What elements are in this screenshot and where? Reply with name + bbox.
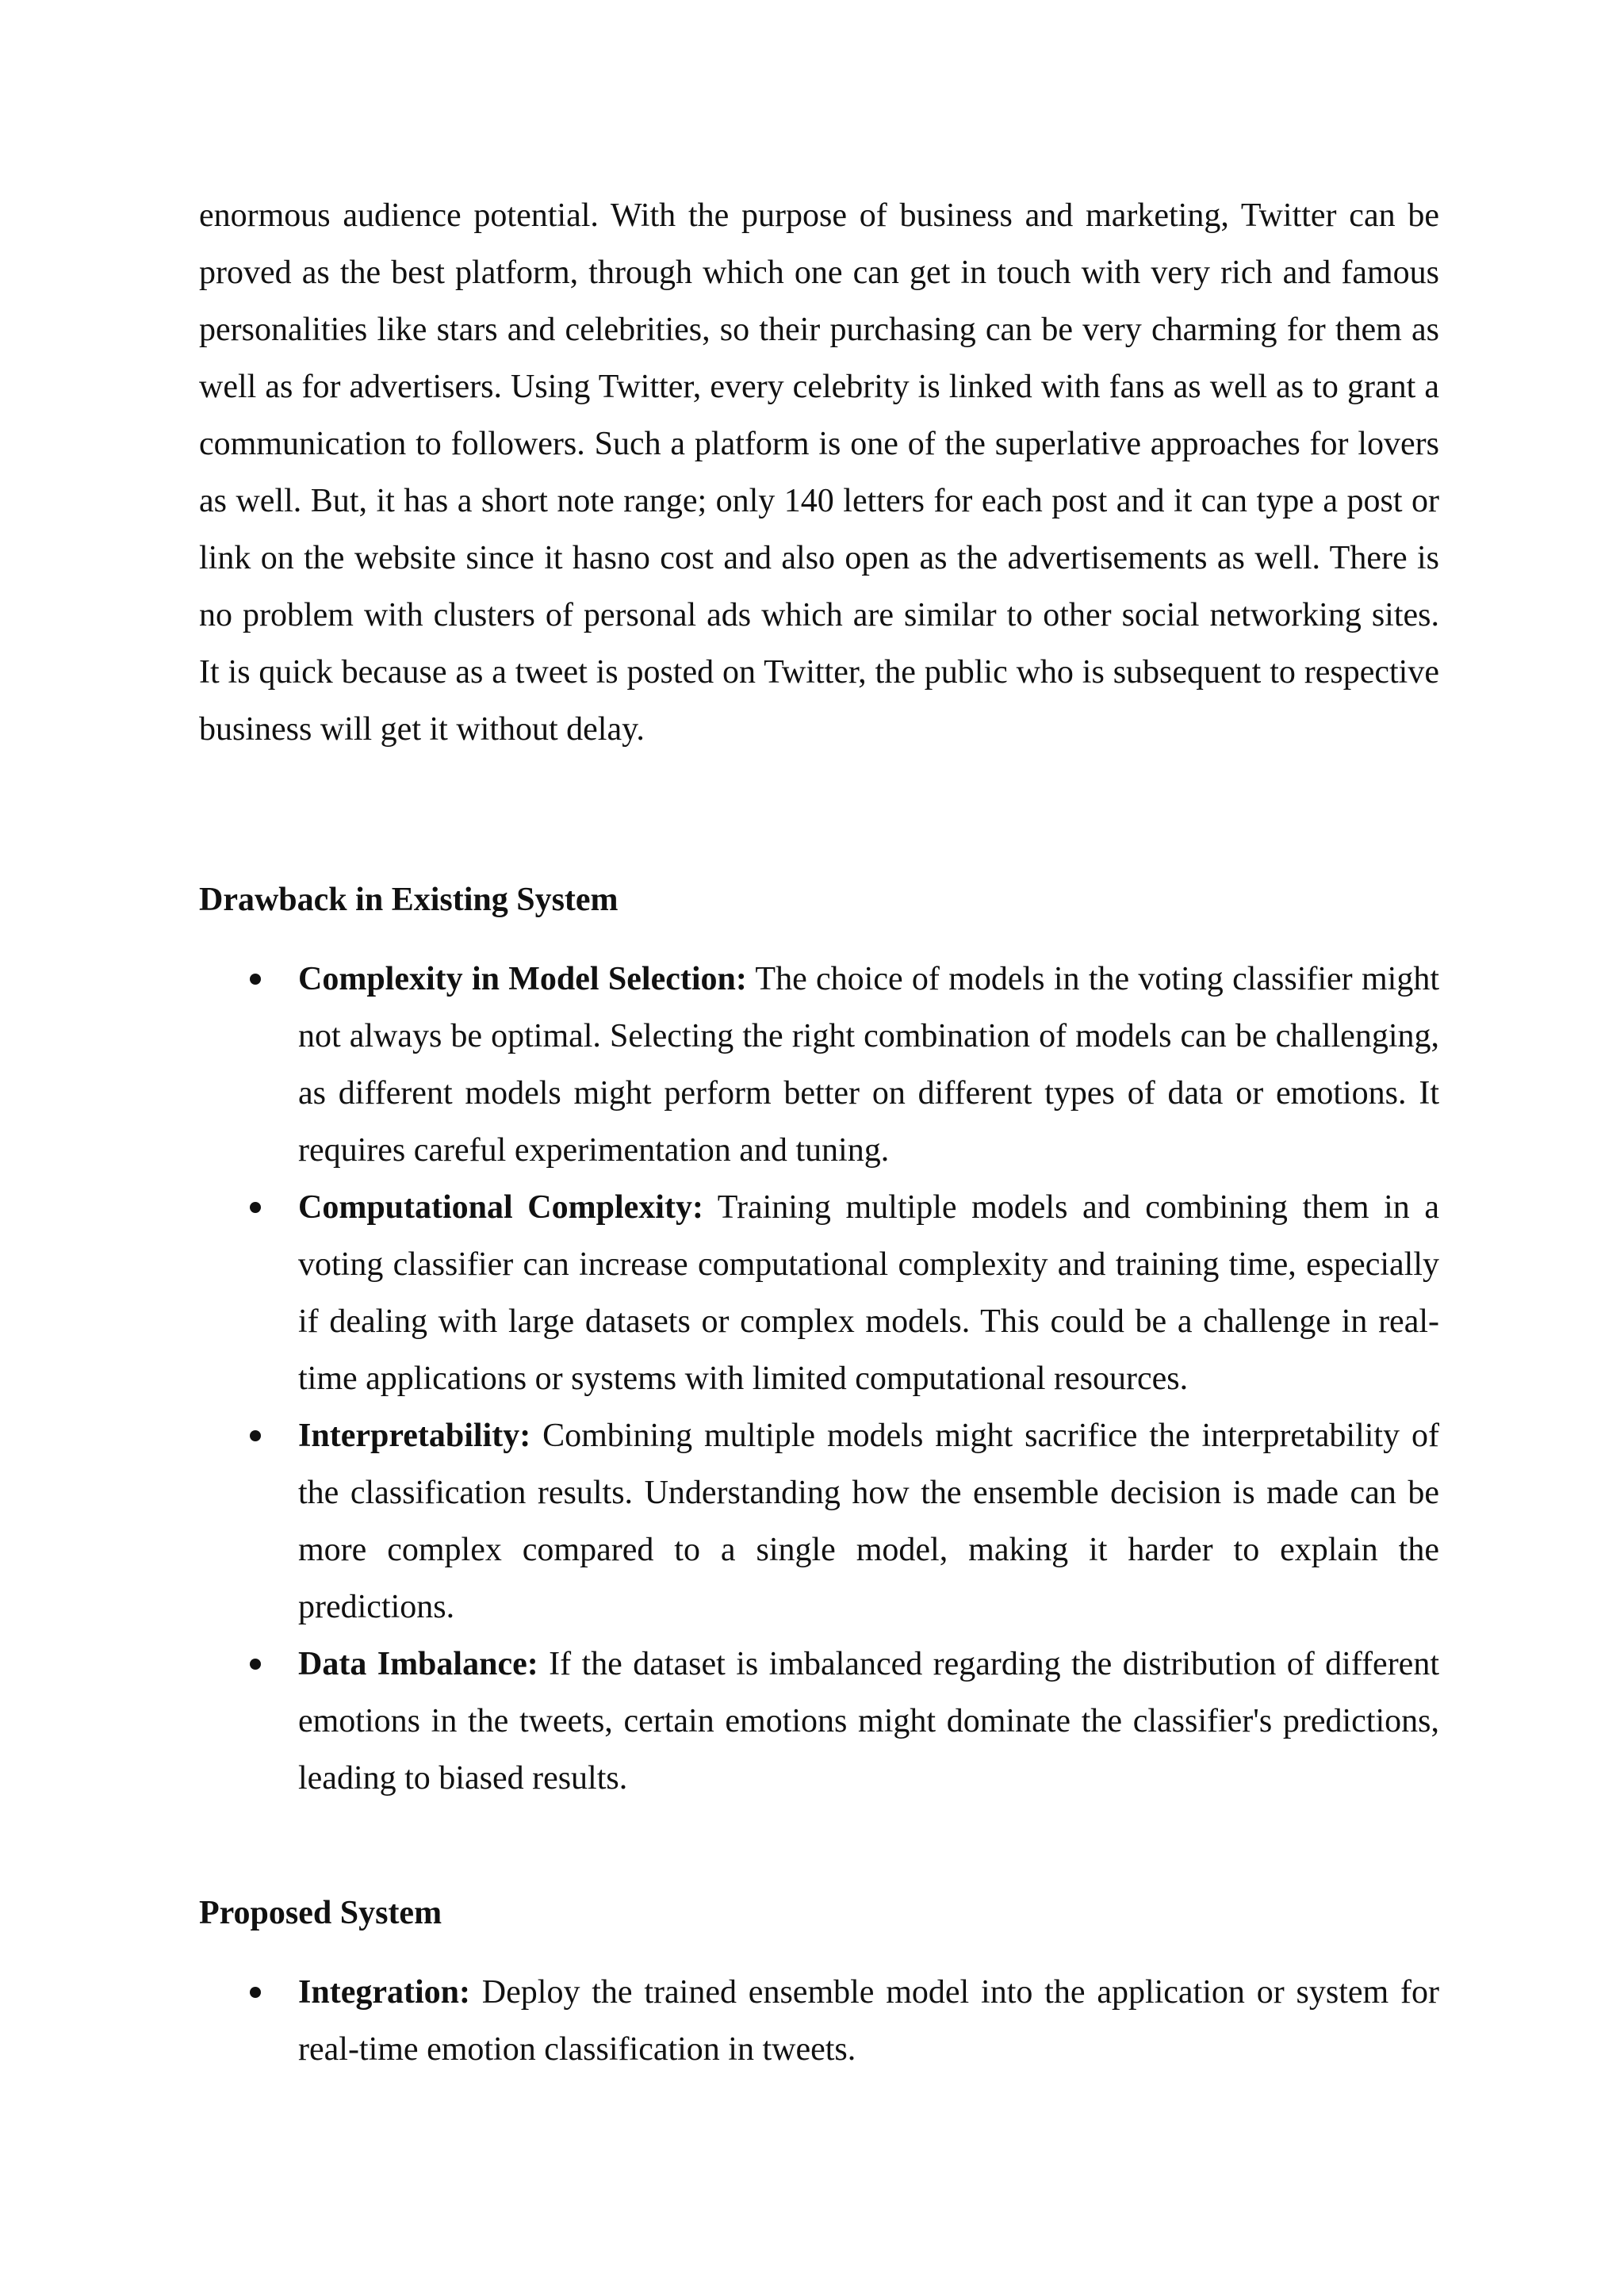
document-page xyxy=(199,187,1439,2078)
proposed-list xyxy=(199,1964,1439,2078)
item-text: Combining multiple models might sacrifice the interpretability of the classification results. Understanding how the ensemble decision is made can be more complex compared to a single model, making it harder to explain the predictions. xyxy=(298,1418,1439,1625)
item-text: Deploy the trained ensemble model into the application or system for real-time emotion classification in tweets. xyxy=(298,1974,1439,2068)
spacer xyxy=(199,1807,1439,1885)
list-item xyxy=(199,951,1439,1179)
spacer xyxy=(199,1942,1439,1964)
spacer xyxy=(199,928,1439,951)
item-term: Interpretability: xyxy=(298,1418,531,1454)
section-heading-drawbacks: Drawback in Existing System xyxy=(199,882,619,918)
spacer xyxy=(199,758,1439,871)
item-text: Training multiple models and combining them in a voting classifier can increase computational complexity and training time, especially if dealing with large datasets or complex models. This could be a challenge in real-time applications or systems with limited computational resources. xyxy=(298,1189,1439,1397)
bullet-icon xyxy=(250,1202,261,1213)
item-term: Computational Complexity: xyxy=(298,1189,703,1226)
list-item xyxy=(199,1407,1439,1636)
list-item xyxy=(199,1964,1439,2078)
item-term: Data Imbalance: xyxy=(298,1646,538,1682)
bullet-icon xyxy=(250,1430,261,1441)
bullet-icon xyxy=(250,1987,261,1998)
intro-paragraph: enormous audience potential. With the purpose of business and marketing, Twitter can be proved as the best platform, through which one can get in touch with very rich and famous personalities like stars and celebrities, so their purchasing can be very charming for them as well as for advertisers. Using Twitter, every celebrity is linked with fans as well as to grant a communication to followers. Such a platform is one of the superlative approaches for lovers as well. But, it has a short note range; only 140 letters for each post and it can type a post or link on the website since it hasno cost and also open as the advertisements as well. There is no problem with clusters of personal ads which are similar to other social networking sites. It is quick because as a tweet is posted on Twitter, the public who is subsequent to respective business will get it without delay. xyxy=(199,197,1439,748)
item-text: The choice of models in the voting classifier might not always be optimal. Selecting the right combination of models can be challenging, as different models might perform better on different types of data or emotions. It requires careful experimentation and tuning. xyxy=(298,961,1439,1169)
section-heading-proposed: Proposed System xyxy=(199,1895,442,1931)
bullet-icon xyxy=(250,1659,261,1670)
list-item xyxy=(199,1179,1439,1407)
list-item xyxy=(199,1636,1439,1807)
item-term: Complexity in Model Selection: xyxy=(298,961,747,997)
item-term: Integration: xyxy=(298,1974,470,2011)
bullet-icon xyxy=(250,974,261,985)
drawbacks-list xyxy=(199,951,1439,1807)
item-text: If the dataset is imbalanced regarding the distribution of different emotions in the tweets, certain emotions might dominate the classifier's predictions, leading to biased results. xyxy=(298,1646,1439,1797)
